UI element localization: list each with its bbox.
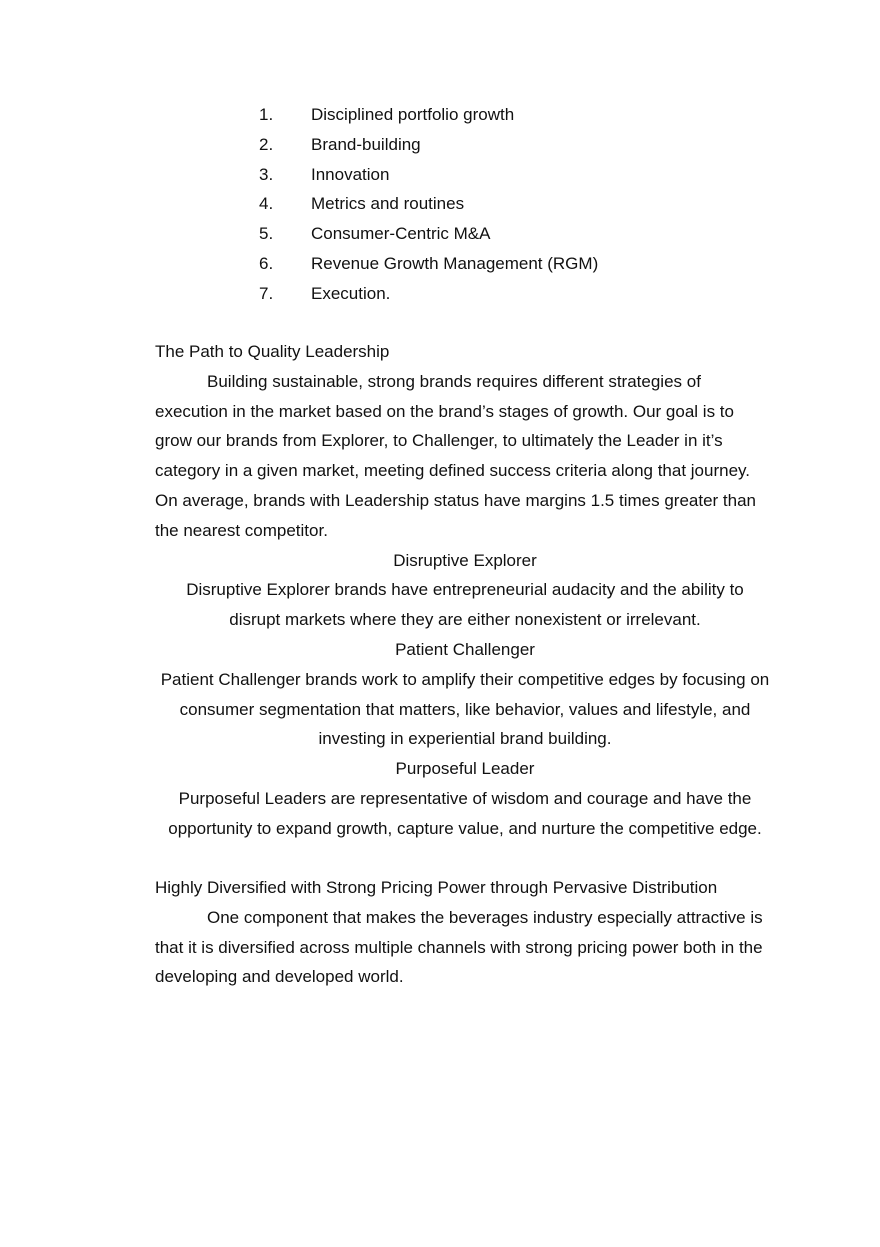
list-item-number: 3. [259,164,274,184]
list-item-text: Consumer-Centric M&A [311,224,491,244]
list-item-text: Innovation [311,164,390,184]
list-item [259,130,598,160]
list-item-text: Execution. [311,283,391,303]
list-item [259,189,598,219]
list-item-number: 5. [259,224,274,244]
subheading-disruptive-explorer: Disruptive Explorer [393,550,537,570]
patient-challenger-text: Patient Challenger brands work to amplify their competitive edges by focusing on consumer segmentation that matters, like behavior, values and lifestyle, and investing in experiential brand building. [160,669,770,749]
list-item-number: 7. [259,283,274,303]
section-quality-leadership [155,337,775,844]
list-item-text: Disciplined portfolio growth [311,105,515,124]
section-paragraph: Building sustainable, strong brands requires different strategies of execution in the market based on the brand’s stages of growth. Our goal is to grow our brands from Explorer, to Challenger, to ultimately the Leader in it’s category in a given market, meeting defined success criteria along that journey. On average, brands with Leadership status have margins 1.5 times greater than the nearest competitor. [155,371,757,540]
section-paragraph: One component that makes the beverages industry especially attractive is that it is diversified across multiple channels with strong pricing power both in the developing and developed world. [155,907,763,987]
list-item-text: Brand-building [311,134,421,154]
list-item-number: 1. [259,105,274,124]
numbered-list [259,100,598,309]
list-item [259,249,598,279]
list-item [259,160,598,190]
list-item-number: 4. [259,194,274,214]
disruptive-explorer-text: Disruptive Explorer brands have entrepreneurial audacity and the ability to disrupt markets where they are either nonexistent or irrelevant. [186,580,744,630]
purposeful-leader-text: Purposeful Leaders are representative of wisdom and courage and have the opportunity to expand growth, capture value, and nurture the competitive edge. [168,788,762,838]
section-heading: Highly Diversified with Strong Pricing Power through Pervasive Distribution [155,878,718,897]
list-item-number: 2. [259,134,274,154]
section-heading: The Path to Quality Leadership [155,342,390,361]
subheading-purposeful-leader: Purposeful Leader [395,759,535,779]
list-item-text: Metrics and routines [311,194,465,214]
list-item [259,219,598,249]
list-item-number: 6. [259,253,274,273]
list-item-text: Revenue Growth Management (RGM) [311,253,599,273]
list-item [259,279,598,309]
section-diversified-pricing [155,873,775,992]
list-item [259,100,598,130]
subheading-patient-challenger: Patient Challenger [395,639,535,659]
